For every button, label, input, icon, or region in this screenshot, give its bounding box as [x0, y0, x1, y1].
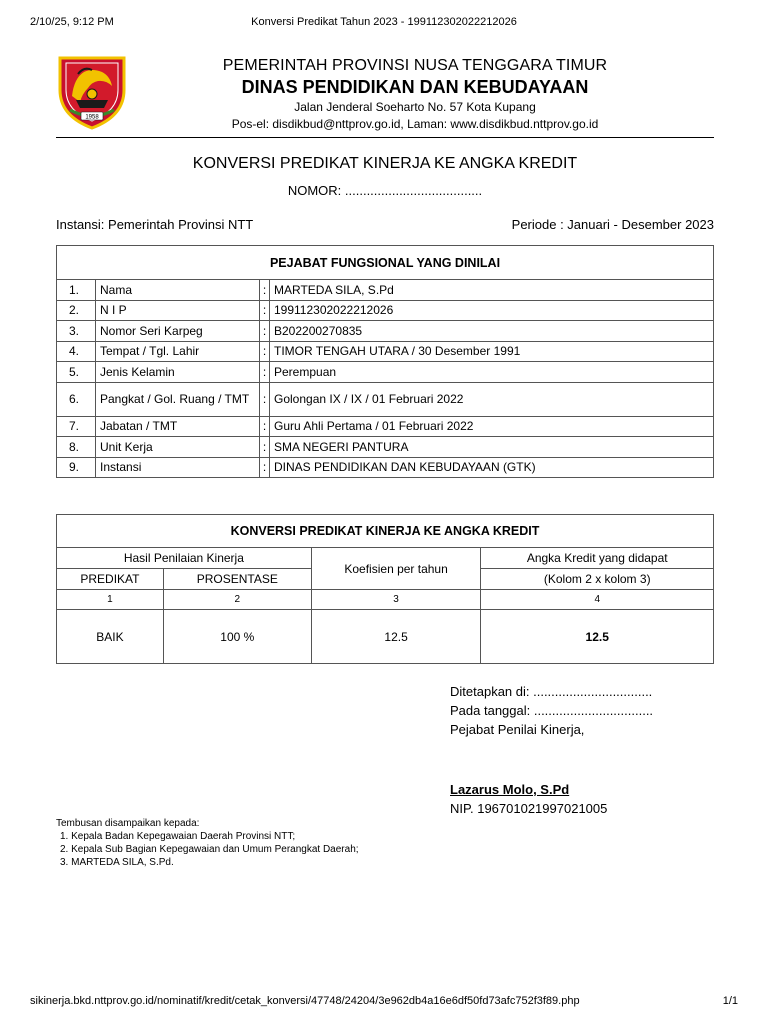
ntt-emblem-logo: [54, 50, 130, 130]
instansi-label: Instansi: Pemerintah Provinsi NTT: [56, 217, 254, 232]
row-colon: :: [260, 341, 270, 362]
row-colon: :: [260, 457, 270, 478]
row-number: 5.: [57, 362, 96, 383]
prosentase-value: 100 %: [163, 610, 311, 664]
letterhead-agency: DINAS PENDIDIKAN DAN KEBUDAYAAN: [241, 77, 589, 97]
col-prosentase: PROSENTASE: [163, 569, 311, 590]
row-number: 6.: [57, 382, 96, 416]
col-predikat: PREDIKAT: [57, 569, 164, 590]
row-number: 7.: [57, 416, 96, 437]
table-row: [57, 437, 714, 458]
row-label: Nomor Seri Karpeg: [96, 321, 260, 342]
row-colon: :: [260, 382, 270, 416]
row-label: Nama: [96, 280, 260, 301]
row-value: SMA NEGERI PANTURA: [270, 437, 714, 458]
col-number: 3: [311, 590, 481, 610]
document-number: NOMOR: ......................................: [287, 183, 483, 198]
row-label: Unit Kerja: [96, 437, 260, 458]
row-colon: :: [260, 416, 270, 437]
col-hasil-penilaian: Hasil Penilaian Kinerja: [57, 548, 312, 569]
col-number: 1: [57, 590, 164, 610]
table-row: [57, 341, 714, 362]
row-label: Instansi: [96, 457, 260, 478]
row-number: 8.: [57, 437, 96, 458]
col-koefisien: Koefisien per tahun: [311, 548, 481, 590]
predikat-value: BAIK: [57, 610, 164, 664]
list-item: 2. Kepala Sub Bagian Kepegawaian dan Umum Perangkat Daerah;: [60, 844, 359, 855]
row-colon: :: [260, 280, 270, 301]
row-value: B202200270835: [270, 321, 714, 342]
row-value: DINAS PENDIDIKAN DAN KEBUDAYAAN (GTK): [270, 457, 714, 478]
row-value: Golongan IX / IX / 01 Februari 2022: [270, 382, 714, 416]
logo-year: 1958: [85, 114, 99, 121]
row-value: MARTEDA SILA, S.Pd: [270, 280, 714, 301]
tembusan-heading: Tembusan disampaikan kepada:: [56, 818, 200, 829]
table-row: [57, 321, 714, 342]
letterhead-address: Jalan Jenderal Soeharto No. 57 Kota Kupang: [294, 100, 536, 114]
letterhead-divider: [56, 137, 714, 138]
tembusan-list: [56, 817, 359, 869]
row-value: Perempuan: [270, 362, 714, 383]
row-colon: :: [260, 300, 270, 321]
koefisien-value: 12.5: [311, 610, 481, 664]
row-label: Pangkat / Gol. Ruang / TMT: [96, 382, 260, 416]
angka-kredit-value: 12.5: [481, 610, 714, 664]
table-row: [57, 382, 714, 416]
col-formula: (Kolom 2 x kolom 3): [481, 569, 714, 590]
table-row: [57, 280, 714, 301]
row-label: N I P: [96, 300, 260, 321]
table-row: [57, 457, 714, 478]
print-datetime: 2/10/25, 9:12 PM: [30, 16, 114, 28]
print-title: Konversi Predikat Tahun 2023 - 199112302022212026: [251, 16, 517, 28]
table-row: [57, 610, 714, 664]
pejabat-table: [56, 245, 714, 478]
row-label: Tempat / Tgl. Lahir: [96, 341, 260, 362]
signatory-title: Pejabat Penilai Kinerja,: [450, 722, 585, 737]
signatory-nip: NIP. 196701021997021005: [450, 801, 608, 816]
table-row: [57, 362, 714, 383]
col-number: 2: [163, 590, 311, 610]
pada-tanggal: Pada tanggal: .................................: [450, 703, 654, 718]
row-number: 1.: [57, 280, 96, 301]
letterhead-government: PEMERINTAH PROVINSI NUSA TENGGARA TIMUR: [222, 57, 608, 74]
pejabat-heading: PEJABAT FUNGSIONAL YANG DINILAI: [57, 246, 714, 280]
print-page-number: 1/1: [722, 995, 738, 1007]
list-item: 1. Kepala Badan Kepegawaian Daerah Provinsi NTT;: [60, 831, 296, 842]
row-colon: :: [260, 437, 270, 458]
row-number: 3.: [57, 321, 96, 342]
letterhead-contact: Pos-el: disdikbud@nttprov.go.id, Laman: www.disdikbud.nttprov.go.id: [231, 117, 599, 131]
signatory-name: Lazarus Molo, S.Pd: [450, 782, 570, 797]
konversi-heading: KONVERSI PREDIKAT KINERJA KE ANGKA KREDIT: [57, 515, 714, 548]
row-value: TIMOR TENGAH UTARA / 30 Desember 1991: [270, 341, 714, 362]
row-number: 2.: [57, 300, 96, 321]
row-value: 199112302022212026: [270, 300, 714, 321]
row-label: Jenis Kelamin: [96, 362, 260, 383]
periode-label: Periode : Januari - Desember 2023: [511, 217, 714, 232]
print-url: sikinerja.bkd.nttprov.go.id/nominatif/kredit/cetak_konversi/47748/24204/3e962db4a16e6df50fd73afc752f3f89.php: [30, 995, 580, 1007]
row-colon: :: [260, 362, 270, 383]
col-number: 4: [481, 590, 714, 610]
list-item: 3. MARTEDA SILA, S.Pd.: [60, 857, 174, 868]
row-number: 9.: [57, 457, 96, 478]
signature-block: [450, 682, 653, 739]
table-row: [57, 416, 714, 437]
col-angka-kredit: Angka Kredit yang didapat: [481, 548, 714, 569]
table-row: [57, 300, 714, 321]
row-colon: :: [260, 321, 270, 342]
konversi-table: [56, 514, 714, 664]
row-number: 4.: [57, 341, 96, 362]
letterhead: [120, 56, 710, 132]
row-value: Guru Ahli Pertama / 01 Februari 2022: [270, 416, 714, 437]
ditetapkan-di: Ditetapkan di: .................................: [450, 684, 653, 699]
row-label: Jabatan / TMT: [96, 416, 260, 437]
document-title: KONVERSI PREDIKAT KINERJA KE ANGKA KREDIT: [192, 155, 578, 172]
